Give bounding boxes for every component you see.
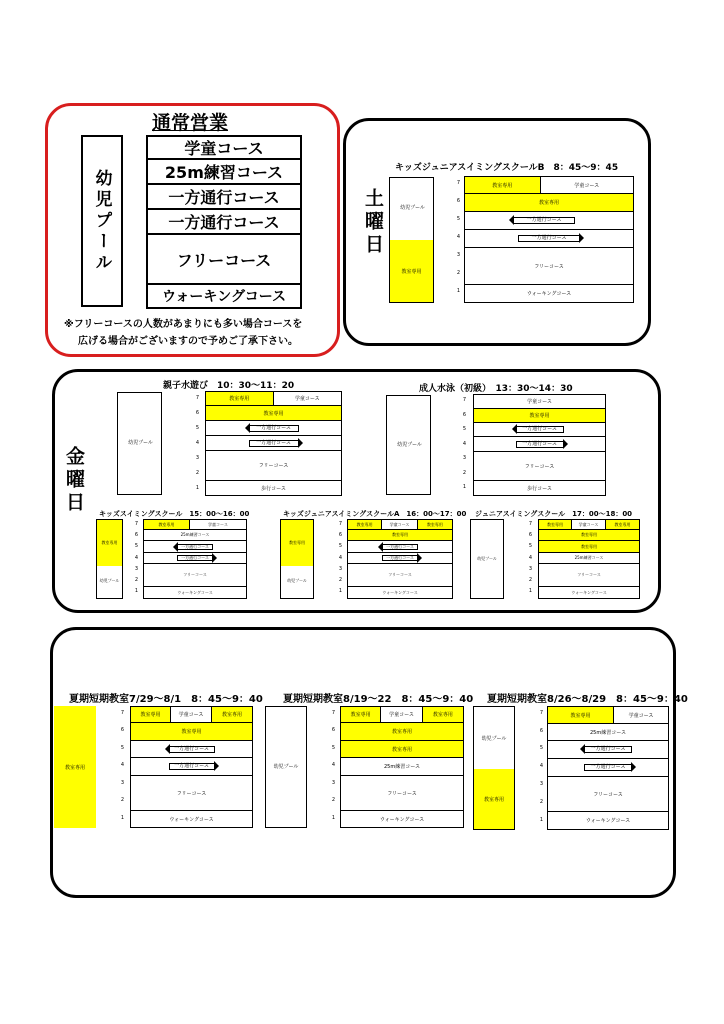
fri2-youji-label: 幼児プール [397,442,422,448]
fri2-lane-6: 教室専用 [473,409,606,423]
fri2-num-3: 3 [462,455,466,461]
fri3-schedule [96,519,270,599]
sum2-youji-label: 幼児プール [273,764,299,770]
sum1-lanes [130,706,253,828]
sum1-schedule [54,706,254,828]
sum3-num-4: 4 [539,763,543,769]
fri3-lane-6: 25m練習コース [143,530,247,541]
fri3-youji-label: 幼児プール [99,578,120,583]
sum1-num-4: 4 [120,762,124,768]
fri5-schedule [470,519,642,599]
fri3-lane7-gakudou: 学童コース [208,521,228,527]
sum2-lane-4: 25m練習コース [340,758,464,776]
fri3-lane-5 [143,541,247,553]
sat-lane7-kyoushitsu: 教室専用 [465,177,541,193]
fri3-lane-walking: ウォーキングコース [143,587,247,599]
sum1-lane-6: 教室専用 [130,723,253,741]
fri5-title: ジュニアスイミングスクール 17：00～18：00 [475,510,633,518]
fri3-lane4-arrow: 一方通行コース [177,555,213,561]
fri3-lane-free: フリーコース [143,564,247,587]
fri1-num-2: 2 [195,470,199,476]
fri4-num-6: 6 [338,532,342,538]
fri3-youji-kyoushitsu [97,520,122,566]
sat-num-2: 2 [456,270,460,276]
fri5-lane-free: フリーコース [538,564,640,587]
fri1-lane-hokou: 歩行コース [205,481,342,496]
fri4-lane4-arrow: 一方通行コース [382,555,418,561]
fri5-lanes [538,519,640,599]
sat-youji-kyoushitsu-label: 教室専用 [401,268,422,275]
fri2-lane-numbers [456,394,468,496]
fri4-lane7-kyoushitsu-b: 教室専用 [418,520,452,529]
sat-lane4-arrow: 一方通行コース [518,235,580,242]
fri1-num-5: 5 [195,425,199,431]
fri1-youji-pool [117,392,162,495]
fri5-num-2: 2 [528,577,532,583]
fri4-num-3: 3 [338,566,342,572]
legend-note-line2: 広げる場合がございますので予めご了承下さい。 [78,336,298,347]
sat-lane7-gakudou: 学童コース [574,182,600,189]
sum3-lane4-arrow: 一方通行コース [584,764,632,771]
sum1-num-7: 7 [120,710,124,716]
fri4-lane-free: フリーコース [347,564,453,587]
legend-course-gakudou: 学童コース [146,135,302,160]
sat-lane-numbers [448,176,462,304]
sum2-num-4: 4 [331,762,335,768]
sum2-num-2: 2 [331,797,335,803]
sum3-lane5-arrow: 一方通行コース [584,746,632,753]
fri2-lane-hokou: 歩行コース [473,481,606,496]
sat-lanes [464,176,634,304]
sat-lane-5 [464,212,634,230]
legend-course-ippou-2: 一方通行コース [146,210,302,235]
fri4-num-1: 1 [338,588,342,594]
sat-num-5: 5 [456,216,460,222]
fri5-lane-6: 教室専用 [538,530,640,541]
sum3-schedule [473,706,671,830]
sum1-lane7-kyoushitsu-a: 教室専用 [131,707,171,722]
sum2-lane-7 [340,706,464,723]
sum2-lane7-kyoushitsu-a: 教室専用 [341,707,381,722]
fri3-num-1: 1 [134,588,138,594]
fri2-lane-7: 学童コース [473,394,606,409]
fri4-lane-5 [347,541,453,553]
fri5-lane-4: 25m練習コース [538,553,640,564]
sat-num-3: 3 [456,252,460,258]
sat-num-7: 7 [456,180,460,186]
sum3-num-1: 1 [539,817,543,823]
sum3-youji-label: 幼児プール [481,736,507,742]
sat-title: キッズジュニアスイミングスクールB 8：45～9：45 [395,163,619,173]
fri1-lanes [205,391,342,496]
sat-schedule [388,176,636,304]
sum1-lane-numbers [114,706,126,828]
fri2-num-7: 7 [462,397,466,403]
fri1-num-6: 6 [195,410,199,416]
sum2-lanes [340,706,464,828]
fri4-num-5: 5 [338,543,342,549]
sum3-num-3: 3 [539,781,543,787]
fri2-num-6: 6 [462,412,466,418]
fri4-youji-kyoushitsu [281,520,313,566]
sum1-youji-pool [54,706,96,828]
sum3-num-5: 5 [539,745,543,751]
legend-title: 通常営業 [152,112,229,134]
fri3-num-4: 4 [134,555,138,561]
fri5-num-7: 7 [528,521,532,527]
fri2-lane4-arrow: 一方通行コース [516,441,564,448]
fri1-lane4-arrow: 一方通行コース [249,440,299,447]
fri2-lane-free: フリーコース [473,452,606,481]
fri5-lane7-kyoushitsu-b: 教室専用 [606,520,639,529]
sum1-lane-7 [130,706,253,723]
sum2-num-7: 7 [331,710,335,716]
fri2-lane5-arrow: 一方通行コース [516,426,564,433]
sum2-lane-5: 教室専用 [340,741,464,758]
fri3-lane7-kyoushitsu: 教室専用 [144,520,190,529]
fri1-lane-5 [205,421,342,436]
sum2-title: 夏期短期教室8/19～22 8：45～9：40 [283,694,474,705]
sat-num-4: 4 [456,234,460,240]
fri4-num-4: 4 [338,555,342,561]
fri1-num-7: 7 [195,395,199,401]
fri5-num-4: 4 [528,555,532,561]
legend-course-walking: ウォーキングコース [146,285,302,309]
fri3-lane-4 [143,553,247,564]
fri5-num-5: 5 [528,543,532,549]
sat-lane-free: フリーコース [464,248,634,285]
sum3-lane-free: フリーコース [547,777,669,812]
fri1-title: 親子水遊び 10：30～11：20 [163,381,295,391]
sum1-lane7-gakudou: 学童コース [171,707,212,722]
fri2-num-5: 5 [462,426,466,432]
sum3-lane-4 [547,759,669,777]
sum3-lane-6: 25m練習コース [547,724,669,741]
sum2-lane-numbers [325,706,337,828]
fri2-lanes [473,394,606,496]
fri3-num-3: 3 [134,566,138,572]
fri1-lane-free: フリーコース [205,451,342,481]
fri2-num-1: 1 [462,484,466,490]
sum1-lane-walking: ウォーキングコース [130,811,253,828]
sum3-title: 夏期短期教室8/26～8/29 8：45～9：40 [487,694,688,705]
fri1-schedule [117,391,344,496]
sum1-title: 夏期短期教室7/29～8/1 8：45～9：40 [69,694,263,705]
fri4-lane-numbers [336,519,344,599]
sum1-num-1: 1 [120,815,124,821]
fri4-lane-walking: ウォーキングコース [347,587,453,599]
fri3-lane-numbers [132,519,140,599]
saturday-label: 土曜日 [362,188,384,257]
fri1-lane-6: 教室専用 [205,406,342,421]
fri5-youji-pool [470,519,504,599]
fri4-lane5-arrow: 一方通行コース [382,544,418,550]
fri3-num-6: 6 [134,532,138,538]
fri4-lane7-gakudou: 学童コース [382,520,417,529]
sum1-lane-5 [130,741,253,758]
sum3-youji-kyoushitsu [474,769,514,829]
sum2-num-6: 6 [331,727,335,733]
sat-lane-6: 教室専用 [464,194,634,212]
sum2-lane7-gakudou: 学童コース [381,707,422,722]
fri3-lane5-arrow: 一方通行コース [177,544,213,550]
fri2-title: 成人水泳（初級） 13：30～14：30 [419,384,573,394]
sum3-lane-numbers [533,706,545,830]
sum1-lane4-arrow: 一方通行コース [169,763,215,770]
sum3-youji-pool [473,706,515,830]
fri4-youji-pool [280,519,314,599]
fri4-lane-7 [347,519,453,530]
sat-lane-walking: ウォーキングコース [464,285,634,303]
fri2-num-4: 4 [462,441,466,447]
fri5-lane7-gakudou: 学童コース [572,520,606,529]
sum3-num-6: 6 [539,728,543,734]
fri2-youji-pool [386,395,431,495]
sum2-schedule [265,706,465,828]
sum2-youji-pool [265,706,307,828]
fri3-title: キッズスイミングスクール 15：00～16：00 [99,510,250,518]
sum1-num-2: 2 [120,797,124,803]
sum1-lane-free: フリーコース [130,776,253,811]
fri4-num-2: 2 [338,577,342,583]
fri5-youji-label: 幼児プール [477,556,497,561]
fri1-num-3: 3 [195,455,199,461]
sat-youji-label: 幼児プール [400,205,425,211]
sum2-num-3: 3 [331,780,335,786]
fri5-lane-5: 教室専用 [538,541,640,553]
sat-num-6: 6 [456,198,460,204]
fri2-lane-5 [473,423,606,437]
sum3-lane-walking: ウォーキングコース [547,812,669,830]
fri5-lane-7 [538,519,640,530]
legend-course-free: フリーコース [146,235,302,285]
fri3-lane-7 [143,519,247,530]
legend-course-ippou-1: 一方通行コース [146,185,302,210]
sat-lane-7 [464,176,634,194]
sum2-lane-6: 教室専用 [340,723,464,741]
sum3-lane-7 [547,706,669,724]
fri4-lane-6: 教室専用 [347,530,453,541]
legend-course-25m: 25m練習コース [146,160,302,185]
sum2-lane-walking: ウォーキングコース [340,811,464,828]
sum1-lane5-arrow: 一方通行コース [169,746,215,753]
sum3-num-7: 7 [539,710,543,716]
fri1-num-1: 1 [195,485,199,491]
legend-note-line1: ※フリーコースの人数があまりにも多い場合コースを [64,319,303,330]
fri3-lanes [143,519,247,599]
sum2-num-1: 1 [331,815,335,821]
fri4-youji-kyoushitsu-label: 教室専用 [289,540,305,545]
fri4-title: キッズジュニアスイミングスクールA 16：00～17：00 [283,510,467,518]
sum3-lanes [547,706,669,830]
fri3-num-5: 5 [134,543,138,549]
sum3-lane-5 [547,741,669,759]
sum2-lane7-kyoushitsu-b: 教室専用 [423,707,463,722]
sat-lane-4 [464,230,634,248]
fri4-schedule [280,519,456,599]
fri1-lane-numbers [189,391,201,496]
fri5-num-3: 3 [528,566,532,572]
sat-lane5-arrow: 一方通行コース [513,217,575,224]
fri4-lanes [347,519,453,599]
fri1-num-4: 4 [195,440,199,446]
fri4-lane-4 [347,553,453,564]
sat-num-1: 1 [456,288,460,294]
fri5-lane-numbers [526,519,534,599]
fri4-youji-label: 幼児プール [287,578,307,583]
sum1-lane7-kyoushitsu-b: 教室専用 [212,707,252,722]
fri3-num-7: 7 [134,521,138,527]
fri4-num-7: 7 [338,521,342,527]
sum2-num-5: 5 [331,745,335,751]
sum3-lane7-kyoushitsu: 教室専用 [548,707,614,723]
fri4-lane7-kyoushitsu-a: 教室専用 [348,520,382,529]
friday-label: 金曜日 [63,446,85,515]
sum3-youji-kyoushitsu-label: 教室専用 [483,796,504,803]
sum1-num-5: 5 [120,745,124,751]
sat-youji-pool [389,177,434,303]
sum1-lane-4 [130,758,253,776]
sum1-num-3: 3 [120,780,124,786]
fri5-num-1: 1 [528,588,532,594]
fri1-lane5-arrow: 一方通行コース [249,425,299,432]
sum1-num-6: 6 [120,727,124,733]
fri2-lane-4 [473,437,606,452]
fri5-lane7-kyoushitsu-a: 教室専用 [539,520,572,529]
sum2-lane-free: フリーコース [340,776,464,811]
sat-youji-kyoushitsu [390,240,433,302]
fri1-lane7-gakudou: 学童コース [294,396,320,402]
fri3-youji-pool [96,519,123,599]
fri1-lane-7 [205,391,342,406]
fri1-lane-4 [205,436,342,451]
fri5-num-6: 6 [528,532,532,538]
fri5-lane-walking: ウォーキングコース [538,587,640,599]
fri1-youji-label: 幼児プール [128,440,153,446]
fri2-schedule [386,394,622,496]
fri2-num-2: 2 [462,470,466,476]
fri3-youji-kyoushitsu-label: 教室専用 [101,540,118,545]
sum1-youji-kyoushitsu-label: 教室専用 [64,764,85,771]
fri3-num-2: 2 [134,577,138,583]
legend-youji-pool: 幼児プール [81,135,123,307]
fri1-lane7-kyoushitsu: 教室専用 [206,392,274,405]
sum3-lane7-gakudou: 学童コース [628,712,654,719]
sum3-num-2: 2 [539,799,543,805]
